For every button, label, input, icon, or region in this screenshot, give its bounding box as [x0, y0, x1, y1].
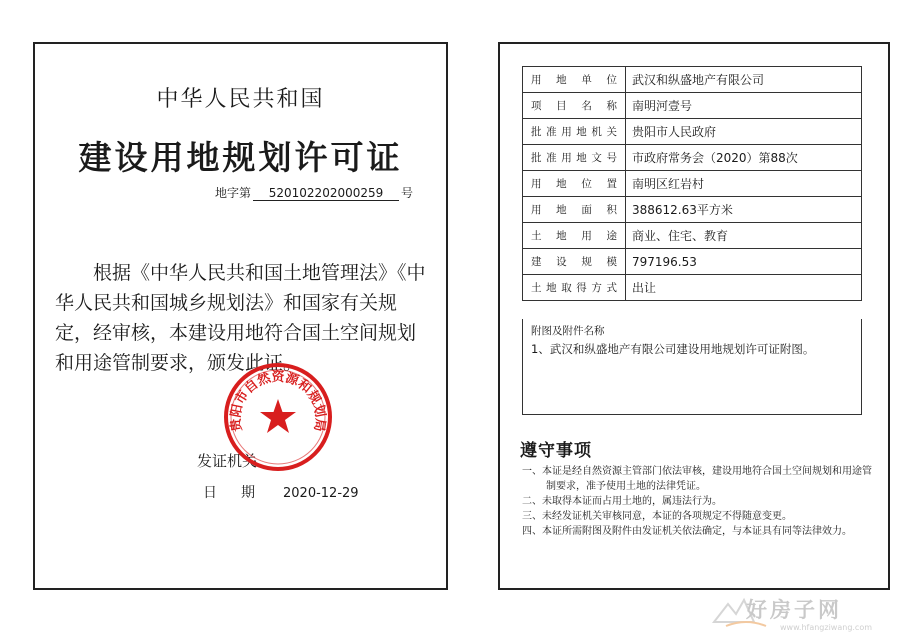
license-number-prefix: 地字第: [215, 186, 252, 200]
info-row: [523, 145, 862, 171]
attachments-title: 附图及附件名称: [531, 325, 605, 337]
issue-date-row: [203, 482, 359, 502]
info-row-key: 用地面积: [523, 197, 626, 223]
info-row-value: 武汉和纵盛地产有限公司: [626, 67, 862, 93]
info-row: [523, 223, 862, 249]
license-front-page: [33, 42, 448, 590]
info-row-value: 商业、住宅、教育: [626, 223, 862, 249]
info-row-key: 土地取得方式: [523, 275, 626, 301]
watermark-url: www.hfangziwang.com: [780, 623, 873, 632]
info-row-value: 贵阳市人民政府: [626, 119, 862, 145]
info-row: [523, 249, 862, 275]
notice-title: 遵守事项: [520, 441, 592, 461]
info-row: [523, 275, 862, 301]
info-row-key: 批准用地文号: [523, 145, 626, 171]
issue-date-label: 日期: [203, 485, 279, 501]
watermark-text: 好房子网: [746, 597, 842, 622]
info-row-value: 南明河壹号: [626, 93, 862, 119]
info-row-key: 用地单位: [523, 67, 626, 93]
info-row-value: 388612.63平方米: [626, 197, 862, 223]
notice-item: 二、未取得本证而占用土地的，属违法行为。: [522, 496, 722, 507]
info-row: [523, 67, 862, 93]
license-body-text: 根据《中华人民共和国土地管理法》《中华人民共和国城乡规划法》和国家有关规定，经审核，本建设用地符合国土空间规划和用途管制要求，颁发此证。: [55, 262, 426, 374]
license-title: 建设用地规划许可证: [78, 138, 403, 177]
issuer-label: 发证机关: [197, 452, 258, 470]
notice-item: 三、未经发证机关审核同意，本证的各项规定不得随意变更。: [522, 511, 792, 522]
info-row-key: 建设规模: [523, 249, 626, 275]
attachment-item: 1、武汉和纵盛地产有限公司建设用地规划许可证附图。: [531, 342, 815, 356]
attachments-box: [522, 319, 862, 415]
info-row-value: 南明区红岩村: [626, 171, 862, 197]
info-row-key: 土地用途: [523, 223, 626, 249]
info-row-value: 市政府常务会（2020）第88次: [626, 145, 862, 171]
license-detail-page: [498, 42, 890, 590]
notice-list: [522, 464, 872, 539]
info-row-value: 出让: [626, 275, 862, 301]
seal-text: 贵阳市自然资源和规划局: [228, 369, 328, 433]
info-row: [523, 119, 862, 145]
info-row: [523, 93, 862, 119]
issue-date-value: 2020-12-29: [283, 486, 359, 501]
info-row-key: 批准用地机关: [523, 119, 626, 145]
info-row: [523, 197, 862, 223]
info-row-value: 797196.53: [626, 249, 862, 275]
license-number-suffix: 号: [401, 186, 414, 200]
official-seal-icon: [222, 361, 334, 473]
notice-item: 四、本证所需附图及附件由发证机关依法确定，与本证具有同等法律效力。: [522, 526, 852, 537]
country-name: 中华人民共和国: [156, 87, 325, 112]
info-row: [523, 171, 862, 197]
info-row-key: 用地位置: [523, 171, 626, 197]
info-row-key: 项目名称: [523, 93, 626, 119]
license-number: 520102202000259: [253, 186, 399, 201]
land-info-table: [522, 66, 862, 301]
license-number-row: [215, 184, 413, 201]
notice-item: 一、本证是经自然资源主管部门依法审核，建设用地符合国土空间规划和用途管制要求，准予使用土地的法律凭证。: [522, 466, 872, 492]
